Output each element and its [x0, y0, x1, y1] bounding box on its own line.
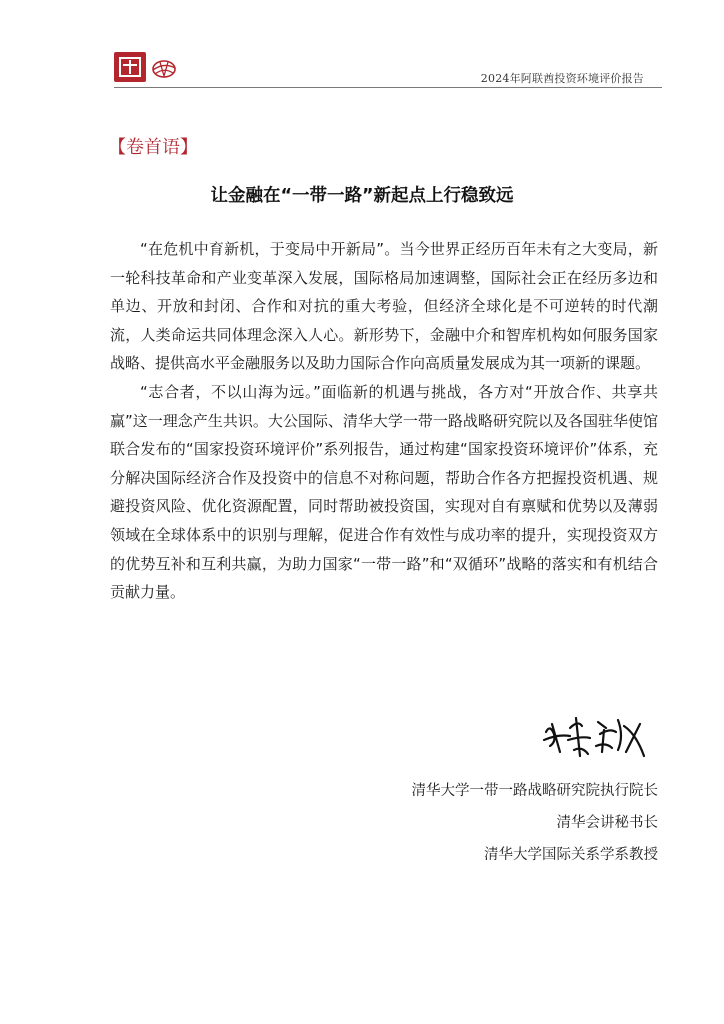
- paragraph-1: “在危机中育新机，于变局中开新局”。当今世界正经历百年未有之大变局，新一轮科技革命和产业变革深入发展，国际格局加速调整，国际社会正在经历多边和单边、开放和封闭、合作和对抗的重大考验，但经济全球化是不可逆转的时代潮流，人类命运共同体理念深入人心。新形势下，金融中介和智库机构如何服务国家战略、提供高水平金融服务以及助力国际合作向高质量发展成为其一项新的课题。: [110, 240, 658, 373]
- paragraph-2: “志合者，不以山海为远。”面临新的机遇与挑战，各方对“开放合作、共享共赢”这一理念产生共识。大公国际、清华大学一带一路战略研究院以及各国驻华使馆联合发布的“国家投资环境评价”系列报告，通过构建“国家投资环境评价”体系，充分解决国际经济合作及投资中的信息不对称问题，帮助合作各方把握投资机遇、规避投资风险、优化资源配置，同时帮助被投资国，实现对自有禀赋和优势以及薄弱领域在全球体系中的识别与理解，促进合作有效性与成功率的提升，实现投资双方的优势互补和互利共赢，为助力国家“一带一路”和“双循环”战略的落实和有机结合贡献力量。: [110, 382, 658, 602]
- header-divider: [114, 87, 662, 88]
- handwritten-signature: [540, 706, 652, 764]
- signer-title-1: 清华大学一带一路战略研究院执行院长: [411, 783, 658, 799]
- body-text: [110, 235, 658, 607]
- dagong-logo-icon: [114, 52, 146, 82]
- signature-titles: [412, 775, 659, 871]
- section-label: 【卷首语】: [108, 137, 198, 158]
- signer-title-3: 清华大学国际关系学系教授: [484, 847, 658, 863]
- page-title: 让金融在“一带一路”新起点上行稳致远: [210, 186, 514, 206]
- report-header-title: 2024年阿联酋投资环境评价报告: [480, 72, 644, 85]
- globe-logo-icon: [150, 58, 178, 80]
- signer-title-2: 清华会讲秘书长: [556, 815, 658, 831]
